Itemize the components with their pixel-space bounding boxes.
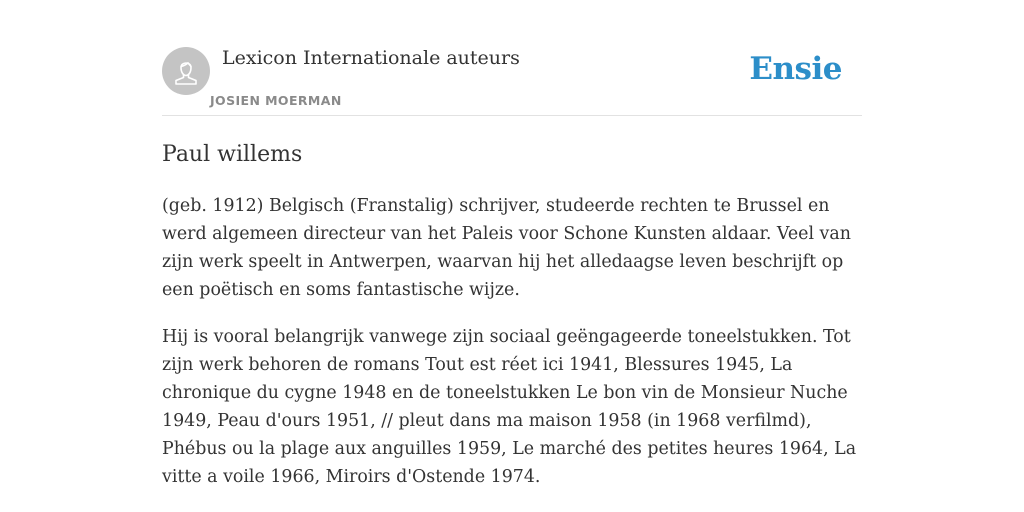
article-paragraph: Hij is vooral belangrijk vanwege zijn sociaal geëngageerde toneelstukken. Tot zijn werk behoren de romans Tout est réet ici 1941, Blessures 1945, La chronique du cygne 1948 en de toneelstukken Le bon vin de Monsieur Nuche 1949, Peau d'ours 1951, // pleut dans ma maison 1958 (in 1968 verfilmd), Phébus ou la plage aux anguilles 1959, Le marché des petites heures 1964, La vitte a voile 1966, Miroirs d'Ostende 1974. [162,327,857,487]
site-title[interactable]: Lexicon Internationale auteurs [222,47,520,69]
ensie-logo[interactable]: Ensie [749,51,842,87]
user-silhouette-icon [162,47,210,95]
article-title: Paul willems [162,142,303,167]
author-name[interactable]: JOSIEN MOERMAN [210,93,342,108]
header [162,0,862,116]
page-container [162,0,862,487]
author-avatar[interactable] [162,47,210,95]
article-paragraph: (geb. 1912) Belgisch (Franstalig) schrijver, studeerde rechten te Brussel en werd algemeen directeur van het Paleis voor Schone Kunsten aldaar. Veel van zijn werk speelt in Antwerpen, waarvan hij het alledaagse leven beschrijft op een poëtisch en soms fantastische wijze. [162,196,851,300]
